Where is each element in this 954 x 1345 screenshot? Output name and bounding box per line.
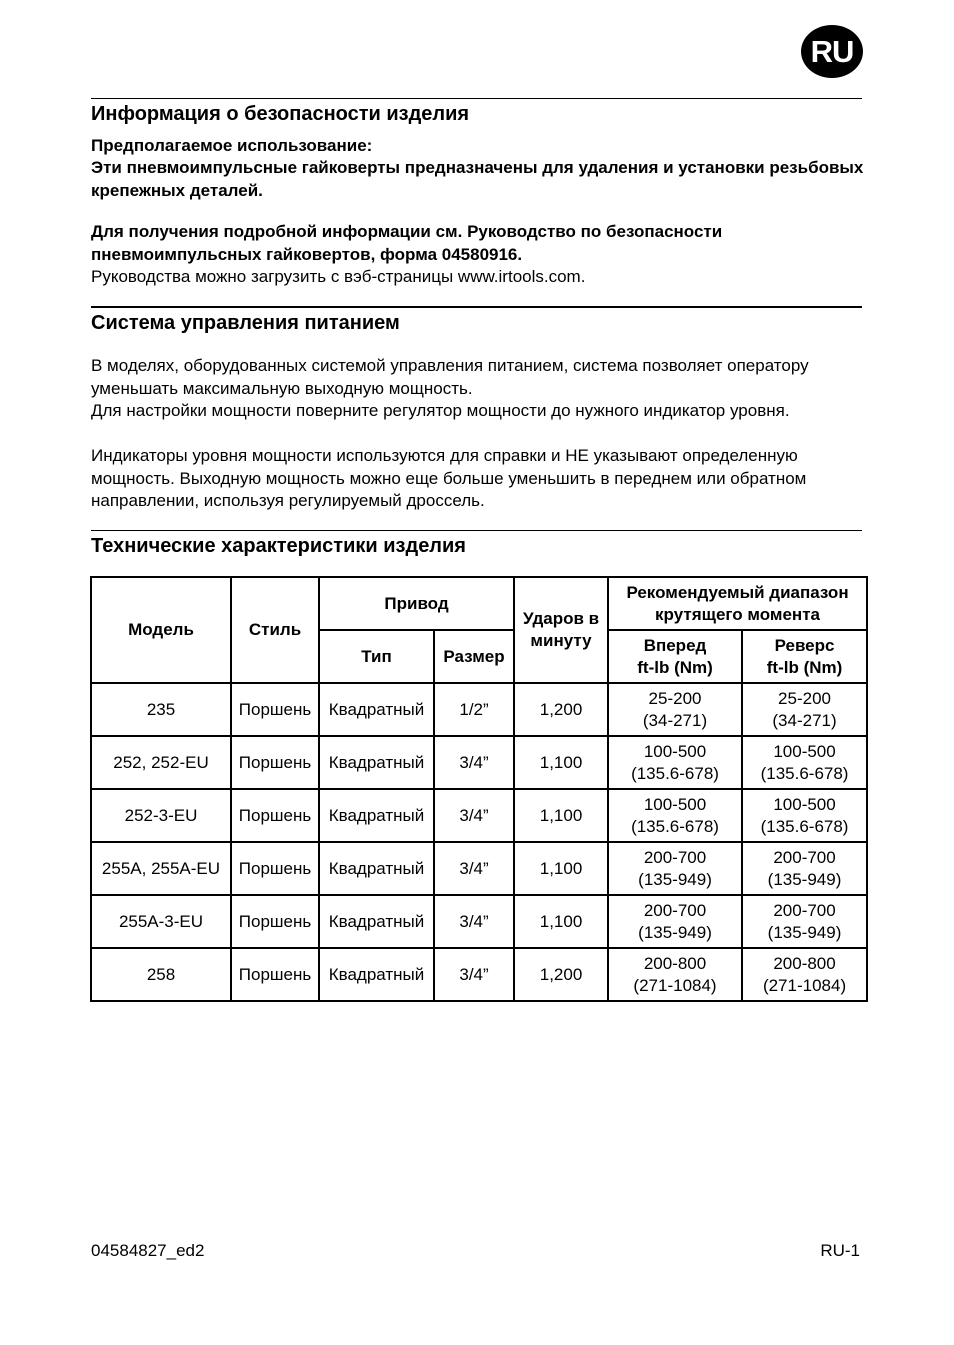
cell-bpm: 1,100 (514, 842, 608, 895)
cell-bpm: 1,100 (514, 736, 608, 789)
cell-model: 252-3-EU (91, 789, 231, 842)
header-reverse-unit: ft-lb (Nm) (766, 657, 843, 677)
cell-reverse-nm: (135-949) (767, 869, 842, 889)
cell-forward-nm: (135-949) (638, 869, 712, 889)
cell-reverse-ftlb: 25-200 (778, 688, 831, 708)
header-forward-unit: ft-lb (Nm) (637, 657, 713, 677)
table-row (91, 948, 867, 1001)
cell-reverse-nm: (135.6-678) (760, 763, 849, 783)
cell-style: Поршень (231, 789, 319, 842)
cell-style: Поршень (231, 736, 319, 789)
cell-type: Квадратный (319, 948, 434, 1001)
download-text: Руководства можно загрузить с вэб-страницы www.irtools.com. (91, 267, 586, 286)
cell-reverse-ftlb: 100-500 (773, 741, 836, 761)
header-bpm: Ударов в минуту (514, 577, 608, 683)
cell-type: Квадратный (319, 895, 434, 948)
cell-reverse-ftlb: 100-500 (773, 794, 836, 814)
cell-type: Квадратный (319, 789, 434, 842)
cell-model: 255A, 255A-EU (91, 842, 231, 895)
cell-style: Поршень (231, 842, 319, 895)
power-heading: Система управления питанием (91, 312, 400, 334)
header-forward (608, 630, 742, 683)
header-torque: Рекомендуемый диапазон крутящего момента (608, 577, 867, 630)
cell-bpm: 1,100 (514, 895, 608, 948)
cell-reverse-ftlb: 200-700 (773, 900, 836, 920)
cell-forward-nm: (135.6-678) (631, 816, 719, 836)
cell-forward (608, 895, 742, 948)
cell-forward (608, 789, 742, 842)
header-type: Тип (319, 630, 434, 683)
cell-forward (608, 683, 742, 736)
divider (91, 530, 862, 531)
cell-reverse-nm: (135.6-678) (760, 816, 849, 836)
power-paragraph-3: Индикаторы уровня мощности используются для справки и НЕ указывают определенную мощность. Выходную мощность можно еще больше уменьшить в переднем или обратном направлении, используя регулируемый дроссель. (91, 446, 807, 510)
cell-bpm: 1,100 (514, 789, 608, 842)
cell-model: 258 (91, 948, 231, 1001)
cell-forward-ftlb: 100-500 (643, 741, 707, 761)
table-row (91, 789, 867, 842)
cell-forward (608, 948, 742, 1001)
table-row (91, 683, 867, 736)
cell-style: Поршень (231, 683, 319, 736)
cell-forward-ftlb: 25-200 (648, 688, 702, 708)
cell-forward-nm: (271-1084) (633, 975, 717, 995)
cell-style: Поршень (231, 895, 319, 948)
cell-size: 3/4” (434, 736, 514, 789)
cell-reverse (742, 948, 867, 1001)
cell-forward-ftlb: 100-500 (643, 794, 707, 814)
intended-use-label: Предполагаемое использование: (91, 136, 373, 155)
page-number: RU-1 (820, 1241, 860, 1260)
cell-reverse-nm: (271-1084) (762, 975, 847, 995)
cell-type: Квадратный (319, 683, 434, 736)
header-reverse (742, 630, 867, 683)
cell-model: 255A-3-EU (91, 895, 231, 948)
cell-reverse-nm: (135-949) (767, 922, 842, 942)
safety-heading: Информация о безопасности изделия (91, 103, 470, 125)
table-row (91, 895, 867, 948)
cell-type: Квадратный (319, 736, 434, 789)
cell-forward (608, 842, 742, 895)
cell-reverse-ftlb: 200-800 (773, 953, 836, 973)
cell-size: 3/4” (434, 789, 514, 842)
cell-reverse (742, 842, 867, 895)
power-paragraph-1: В моделях, оборудованных системой управления питанием, система позволяет оператору уменьшать максимальную выходную мощность. (91, 356, 809, 398)
cell-size: 3/4” (434, 948, 514, 1001)
cell-size: 3/4” (434, 842, 514, 895)
cell-reverse (742, 683, 867, 736)
divider (91, 306, 862, 308)
cell-style: Поршень (231, 948, 319, 1001)
intended-use-text: Эти пневмоимпульсные гайковерты предназначены для удаления и установки резьбовых крепежных деталей. (91, 158, 864, 200)
cell-forward-nm: (135.6-678) (631, 763, 719, 783)
cell-model: 235 (91, 683, 231, 736)
specs-heading: Технические характеристики изделия (91, 535, 466, 557)
cell-forward-nm: (135-949) (638, 922, 712, 942)
more-info-text: Для получения подробной информации см. Руководство по безопасности пневмоимпульсных гайковертов, форма 04580916. (91, 222, 723, 264)
cell-reverse-ftlb: 200-700 (773, 847, 836, 867)
cell-size: 1/2” (434, 683, 514, 736)
cell-forward-ftlb: 200-700 (643, 900, 707, 920)
language-badge: RU (801, 25, 863, 78)
header-size: Размер (434, 630, 514, 683)
cell-model: 252, 252-EU (91, 736, 231, 789)
cell-reverse (742, 789, 867, 842)
cell-bpm: 1,200 (514, 683, 608, 736)
cell-size: 3/4” (434, 895, 514, 948)
cell-reverse (742, 736, 867, 789)
cell-forward (608, 736, 742, 789)
divider (91, 98, 862, 99)
header-style: Стиль (231, 577, 319, 683)
cell-bpm: 1,200 (514, 948, 608, 1001)
cell-reverse-nm: (34-271) (772, 710, 837, 730)
header-forward-label: Вперед (643, 635, 707, 655)
cell-forward-ftlb: 200-700 (643, 847, 707, 867)
header-reverse-label: Реверс (774, 635, 835, 655)
cell-forward-nm: (34-271) (642, 710, 708, 730)
specs-table (90, 576, 868, 1002)
header-drive: Привод (319, 577, 514, 630)
power-paragraph-2: Для настройки мощности поверните регулятор мощности до нужного индикатор уровня. (91, 401, 790, 420)
table-row (91, 842, 867, 895)
cell-forward-ftlb: 200-800 (643, 953, 707, 973)
header-model: Модель (91, 577, 231, 683)
table-row (91, 736, 867, 789)
cell-type: Квадратный (319, 842, 434, 895)
document-code: 04584827_ed2 (91, 1241, 205, 1260)
cell-reverse (742, 895, 867, 948)
